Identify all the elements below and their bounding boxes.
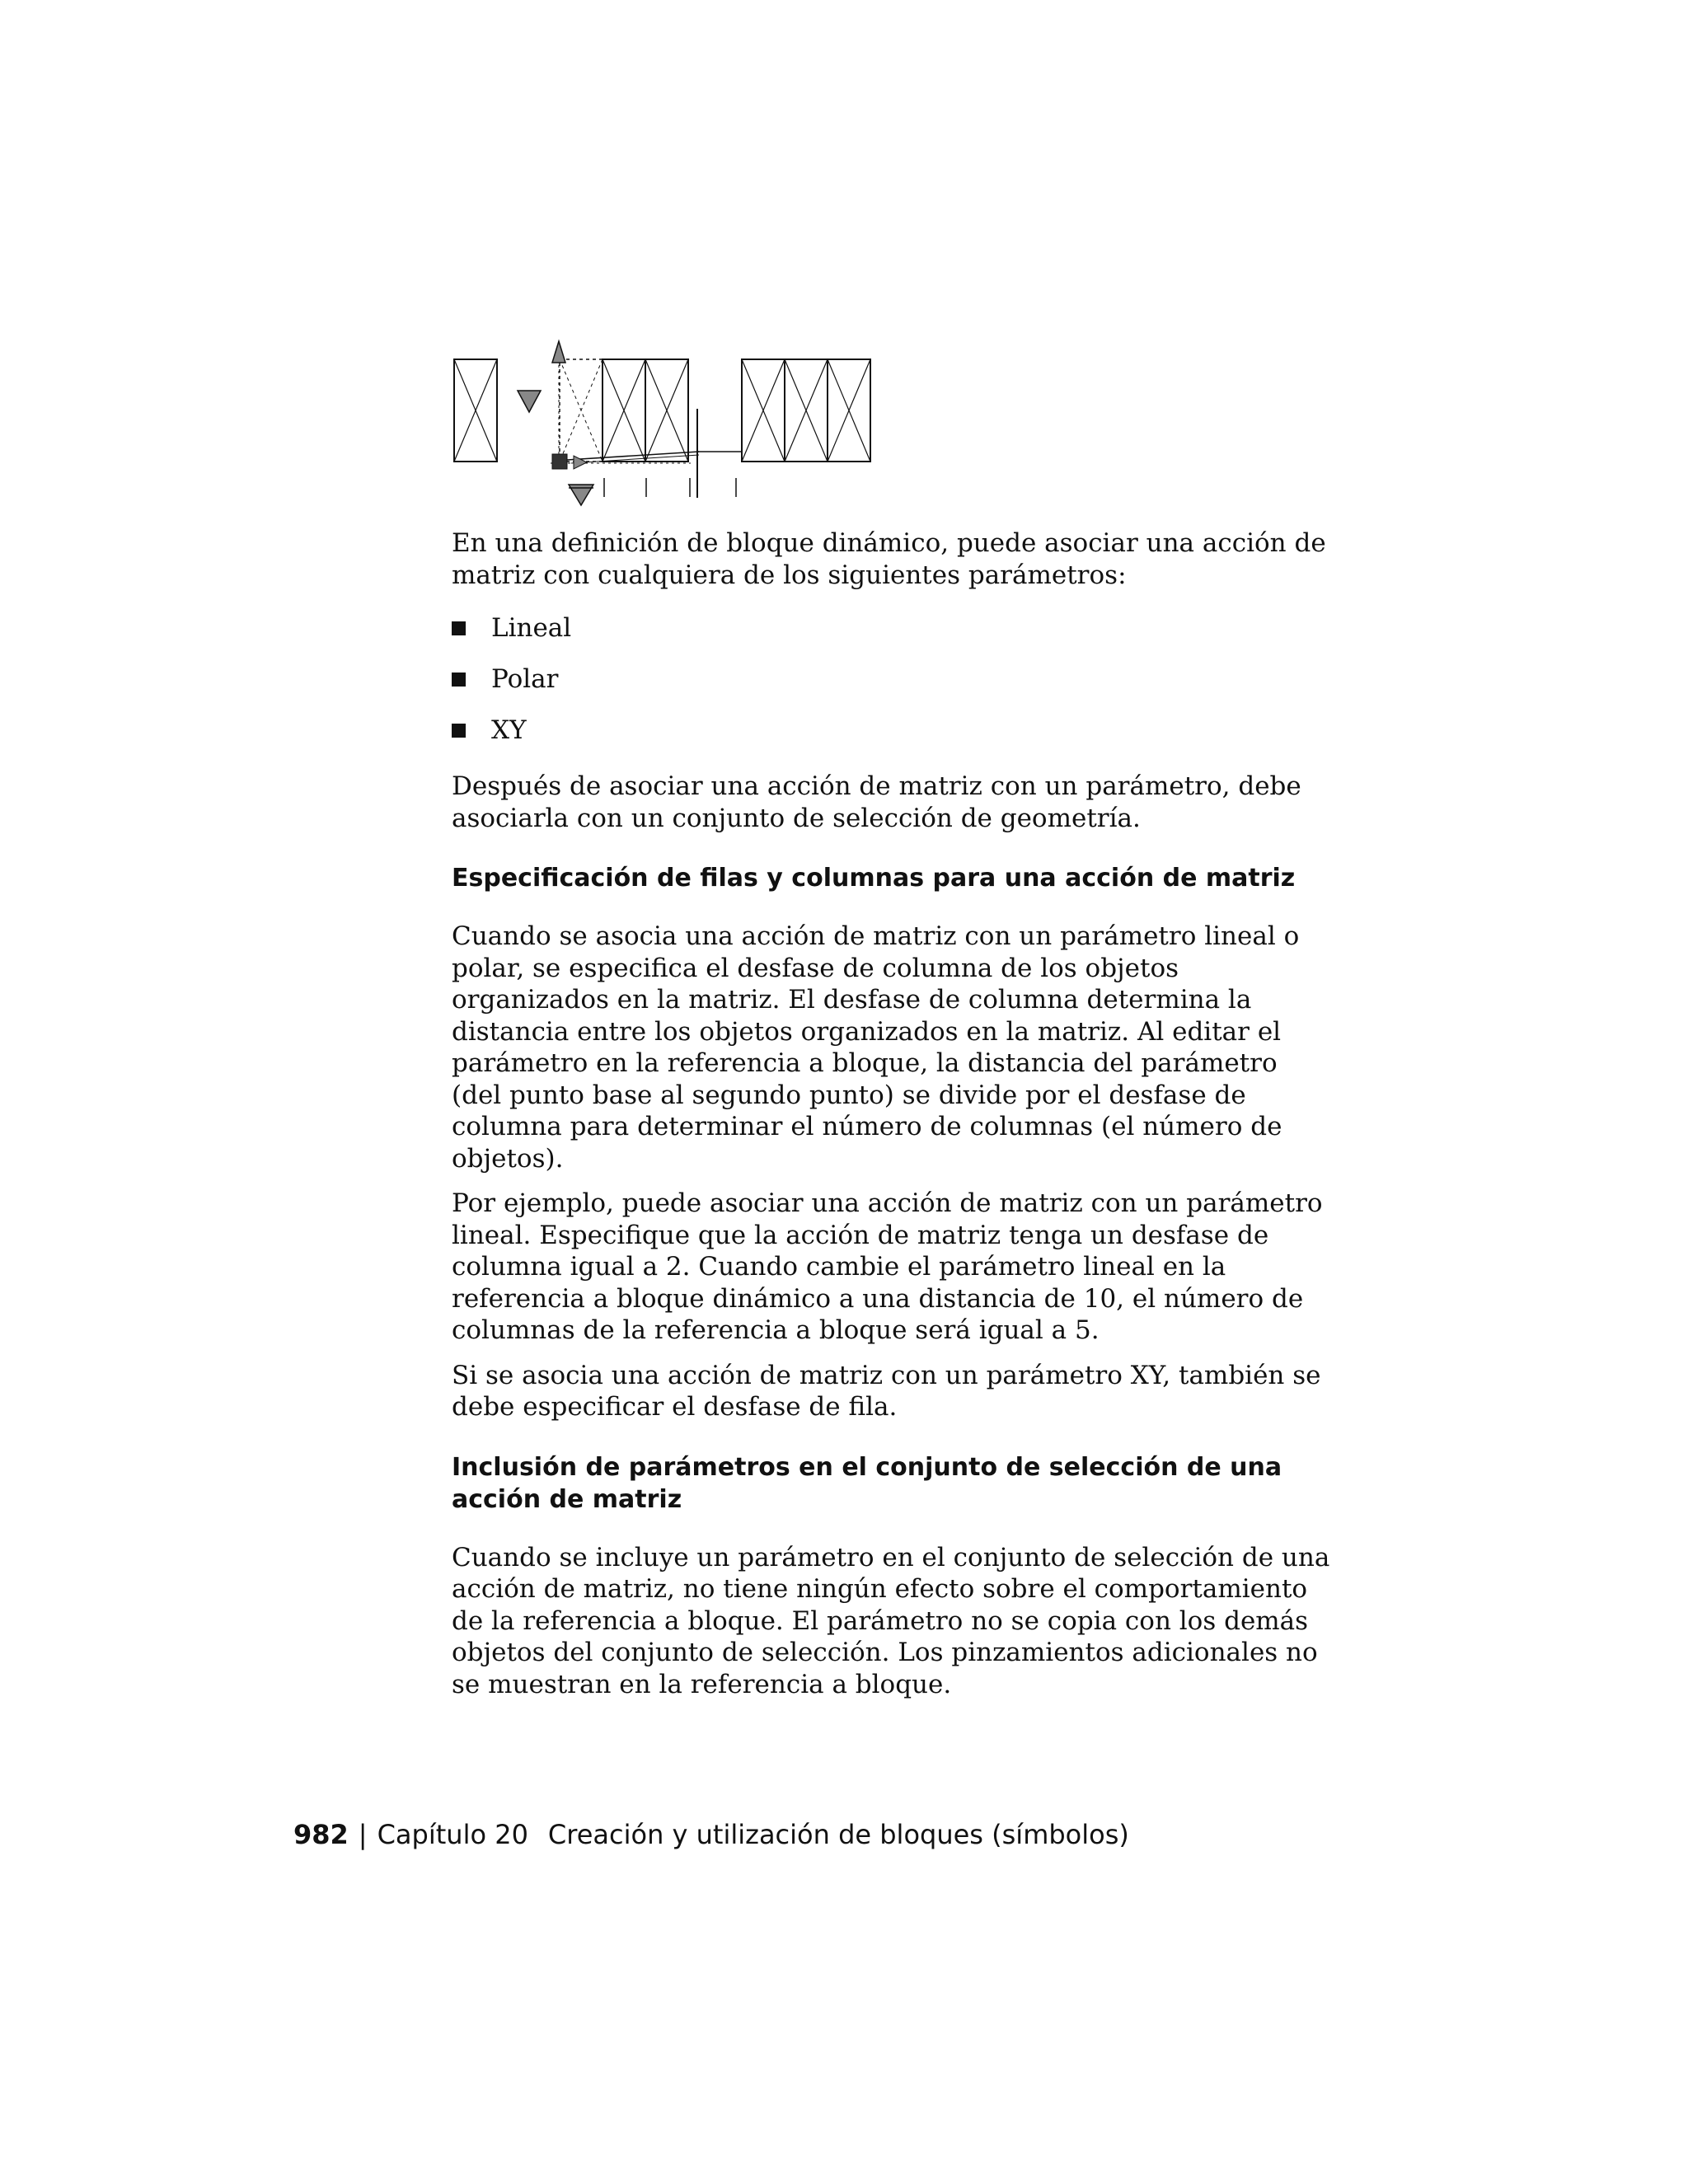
main-content — [452, 527, 1334, 1700]
after-list-paragraph: Después de asociar una acción de matriz con un parámetro, debe asociarla con un conjunto de selección de geometría. — [452, 771, 1301, 833]
grip-triangle-icon — [518, 391, 541, 412]
linear-grip-icon — [574, 456, 587, 469]
original-block — [454, 359, 497, 462]
list-item — [452, 715, 1334, 746]
footer-separator: | — [358, 1819, 368, 1850]
page-footer — [293, 1818, 1129, 1851]
list-item-label: Polar — [491, 664, 559, 694]
resulting-array-block — [742, 359, 870, 462]
page-number: 982 — [293, 1819, 349, 1850]
array-action-illustration — [452, 336, 880, 509]
section1-paragraph-1: Cuando se asocia una acción de matriz con un parámetro lineal o polar, se especifica el desfase de columna de los objetos organizados en la matriz. El desfase de columna determina la distancia entre los objetos organizados en la matriz. Al editar el parámetro en la referencia a bloque, la distancia del parámetro (del punto base al segundo punto) se divide por el desfase de columna para determinar el número de columnas (el número de objetos). — [452, 921, 1300, 1174]
up-arrow-grip-icon — [552, 341, 565, 363]
square-bullet-icon — [452, 673, 466, 687]
intro-paragraph: En una definición de bloque dinámico, puede asociar una acción de matriz con cualquiera de los siguientes parámetros: — [452, 528, 1326, 590]
section-heading-selection-set: Inclusión de parámetros en el conjunto de selección de una acción de matriz — [452, 1452, 1282, 1514]
square-bullet-icon — [452, 724, 466, 738]
parameter-list — [452, 612, 1334, 746]
chapter-title: Creación y utilización de bloques (símbolos) — [547, 1819, 1129, 1850]
base-point-grip-icon — [552, 454, 567, 469]
list-item — [452, 663, 1334, 695]
chapter-label: Capítulo 20 — [377, 1819, 528, 1850]
square-bullet-icon — [452, 621, 466, 635]
list-item — [452, 612, 1334, 644]
list-item-label: XY — [491, 715, 527, 745]
array-block-editing — [551, 359, 699, 463]
section1-paragraph-2: Por ejemplo, puede asociar una acción de matriz con un parámetro lineal. Especifique que la acción de matriz tenga un desfase de columna igual a 2. Cuando cambie el parámetro lineal en la referencia a bloque dinámico a una distancia de 10, el número de columnas de la referencia a bloque será igual a 5. — [452, 1188, 1323, 1345]
section-heading-rows-columns: Especificación de filas y columnas para una acción de matriz — [452, 864, 1296, 893]
section2-paragraph-1: Cuando se incluye un parámetro en el conjunto de selección de una acción de matriz, no tiene ningún efecto sobre el comportamiento de la referencia a bloque. El parámetro no se copia con los demás objetos del conjunto de selección. Los pinzamientos adicionales no se muestran en la referencia a bloque. — [452, 1542, 1330, 1699]
section1-paragraph-3: Si se asocia una acción de matriz con un parámetro XY, también se debe especificar el desfase de fila. — [452, 1360, 1321, 1422]
dimension-ticks — [604, 478, 736, 497]
list-item-label: Lineal — [491, 613, 572, 643]
